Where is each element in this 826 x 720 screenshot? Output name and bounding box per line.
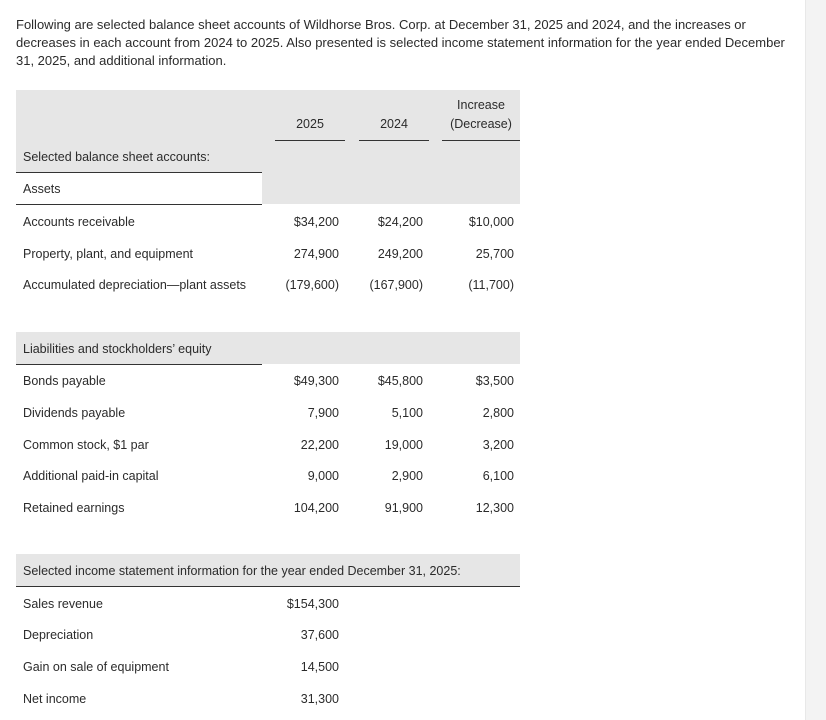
section-title-underline — [16, 172, 262, 173]
row-label: Property, plant, and equipment — [23, 247, 194, 261]
column-header-2024: 2024 — [380, 117, 408, 131]
value-change: 2,800 — [482, 406, 514, 420]
value-2025: $34,200 — [293, 215, 339, 229]
row-label: Accounts receivable — [23, 215, 135, 229]
row-label: Dividends payable — [23, 406, 126, 420]
row-value: 31,300 — [300, 692, 339, 706]
assets-title: Assets — [23, 182, 61, 196]
income-statement-title-underline — [16, 586, 520, 587]
intro-paragraph: Following are selected balance sheet accounts of Wildhorse Bros. Corp. at December 31, 2025 and 2024, and the increases or decreases in each account from 2024 to 2025. Also presented is selected income statement information for the year ended December 31, 2025, and additional information. — [16, 17, 785, 68]
value-change: (11,700) — [468, 278, 514, 292]
row-label: Retained earnings — [23, 501, 125, 515]
value-change: 3,200 — [482, 438, 514, 452]
column-header-increase: Increase — [457, 98, 505, 112]
row-label: Depreciation — [23, 628, 94, 642]
header-underline-2024 — [359, 140, 429, 141]
row-value: $154,300 — [286, 597, 339, 611]
value-change: $3,500 — [475, 374, 514, 388]
value-2024: 91,900 — [384, 501, 423, 515]
value-2024: 19,000 — [384, 438, 423, 452]
value-2025: 7,900 — [307, 406, 339, 420]
assets-title-underline — [16, 204, 262, 205]
value-change: 12,300 — [475, 501, 514, 515]
income-statement-title: Selected income statement information for the year ended December 31, 2025: — [23, 564, 461, 578]
row-label: Bonds payable — [23, 374, 106, 388]
value-2025: 9,000 — [307, 469, 339, 483]
column-header-decrease: (Decrease) — [450, 117, 512, 131]
liabilities-title-underline — [16, 364, 262, 365]
row-label: Net income — [23, 692, 87, 706]
row-label: Common stock, $1 par — [23, 438, 149, 452]
value-2024: 5,100 — [391, 406, 423, 420]
column-header-2025: 2025 — [296, 117, 324, 131]
value-change: $10,000 — [468, 215, 514, 229]
table-header-background-right — [262, 172, 520, 204]
value-2025: (179,600) — [285, 278, 339, 292]
balance-sheet-section-title: Selected balance sheet accounts: — [23, 150, 210, 164]
value-change: 6,100 — [482, 469, 514, 483]
value-2024: $45,800 — [377, 374, 423, 388]
value-2025: $49,300 — [293, 374, 339, 388]
value-2024: 2,900 — [391, 469, 423, 483]
row-label: Gain on sale of equipment — [23, 660, 169, 674]
page-edge — [805, 0, 826, 720]
value-2025: 104,200 — [293, 501, 339, 515]
value-2024: 249,200 — [377, 247, 423, 261]
row-label: Sales revenue — [23, 597, 103, 611]
value-2024: $24,200 — [377, 215, 423, 229]
liabilities-title: Liabilities and stockholders’ equity — [23, 342, 212, 356]
value-2025: 22,200 — [300, 438, 339, 452]
header-underline-2025 — [275, 140, 345, 141]
row-label: Accumulated depreciation—plant assets — [23, 278, 247, 292]
value-2024: (167,900) — [369, 278, 423, 292]
row-label: Additional paid-in capital — [23, 469, 159, 483]
value-change: 25,700 — [475, 247, 514, 261]
value-2025: 274,900 — [293, 247, 339, 261]
row-value: 37,600 — [300, 628, 339, 642]
header-underline-change — [442, 140, 520, 141]
row-value: 14,500 — [300, 660, 339, 674]
